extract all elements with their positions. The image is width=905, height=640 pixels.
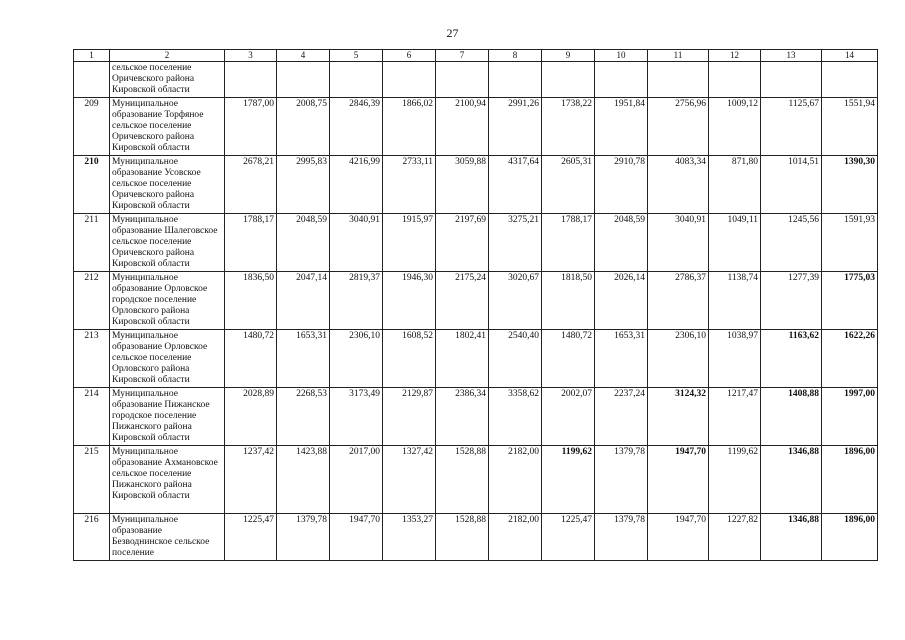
value-cell xyxy=(489,62,542,98)
value-cell: 1480,72 xyxy=(542,330,595,388)
value-cell: 3358,62 xyxy=(489,388,542,446)
value-cell: 2386,34 xyxy=(436,388,489,446)
value-cell: 1788,17 xyxy=(542,214,595,272)
value-cell xyxy=(225,62,277,98)
value-cell: 2182,00 xyxy=(489,514,542,561)
value-cell xyxy=(542,62,595,98)
value-cell xyxy=(595,62,648,98)
value-cell: 3124,32 xyxy=(648,388,709,446)
municipality-name: Муниципальное образование Безводнинское сельское поселение xyxy=(110,514,225,561)
value-cell: 2047,14 xyxy=(277,272,330,330)
table-row xyxy=(74,98,878,156)
value-cell: 1227,82 xyxy=(709,514,761,561)
value-cell: 2605,31 xyxy=(542,156,595,214)
row-number: 215 xyxy=(74,446,110,514)
value-cell: 4083,34 xyxy=(648,156,709,214)
value-cell: 3059,88 xyxy=(436,156,489,214)
municipality-name: Муниципальное образование Орловское сельское поселение Орловского района Кировской области xyxy=(110,330,225,388)
value-cell: 1528,88 xyxy=(436,514,489,561)
value-cell: 1009,12 xyxy=(709,98,761,156)
value-cell: 2175,24 xyxy=(436,272,489,330)
municipality-name: Муниципальное образование Торфяное сельское поселение Оричевского района Кировской области xyxy=(110,98,225,156)
value-cell: 3040,91 xyxy=(648,214,709,272)
row-number: 212 xyxy=(74,272,110,330)
value-cell: 1245,56 xyxy=(761,214,822,272)
value-cell: 2678,21 xyxy=(225,156,277,214)
value-cell xyxy=(709,62,761,98)
value-cell: 1788,17 xyxy=(225,214,277,272)
value-cell: 1163,62 xyxy=(761,330,822,388)
value-cell: 2237,24 xyxy=(595,388,648,446)
column-header: 2 xyxy=(110,50,225,62)
value-cell: 1125,67 xyxy=(761,98,822,156)
value-cell xyxy=(761,62,822,98)
value-cell: 1836,50 xyxy=(225,272,277,330)
value-cell xyxy=(436,62,489,98)
value-cell: 1353,27 xyxy=(383,514,436,561)
value-cell: 1591,93 xyxy=(822,214,878,272)
column-header: 9 xyxy=(542,50,595,62)
column-header: 4 xyxy=(277,50,330,62)
value-cell: 2733,11 xyxy=(383,156,436,214)
table-row xyxy=(74,214,878,272)
value-cell: 4317,64 xyxy=(489,156,542,214)
column-header: 6 xyxy=(383,50,436,62)
value-cell: 3040,91 xyxy=(330,214,383,272)
value-cell: 3020,67 xyxy=(489,272,542,330)
value-cell: 2129,87 xyxy=(383,388,436,446)
column-header: 11 xyxy=(648,50,709,62)
value-cell: 2306,10 xyxy=(648,330,709,388)
column-header: 10 xyxy=(595,50,648,62)
value-cell: 1947,70 xyxy=(648,446,709,514)
value-cell: 1217,47 xyxy=(709,388,761,446)
value-cell: 1199,62 xyxy=(542,446,595,514)
municipality-name: Муниципальное образование Пижанское городское поселение Пижанского района Кировской области xyxy=(110,388,225,446)
value-cell: 2991,26 xyxy=(489,98,542,156)
value-cell: 1277,39 xyxy=(761,272,822,330)
table-row xyxy=(74,62,878,98)
value-cell: 1379,78 xyxy=(595,446,648,514)
header-row xyxy=(74,50,878,62)
value-cell: 1946,30 xyxy=(383,272,436,330)
municipality-name: Муниципальное образование Усовское сельское поселение Оричевского района Кировской области xyxy=(110,156,225,214)
value-cell xyxy=(330,62,383,98)
value-cell: 2540,40 xyxy=(489,330,542,388)
value-cell: 2048,59 xyxy=(595,214,648,272)
table-row xyxy=(74,388,878,446)
value-cell: 2017,00 xyxy=(330,446,383,514)
value-cell: 1653,31 xyxy=(595,330,648,388)
value-cell: 2846,39 xyxy=(330,98,383,156)
value-cell xyxy=(383,62,436,98)
column-header: 12 xyxy=(709,50,761,62)
value-cell: 1379,78 xyxy=(277,514,330,561)
value-cell: 4216,99 xyxy=(330,156,383,214)
value-cell: 1199,62 xyxy=(709,446,761,514)
value-cell: 1653,31 xyxy=(277,330,330,388)
municipality-name: Муниципальное образование Шалеговское сельское поселение Оричевского района Кировской области xyxy=(110,214,225,272)
value-cell: 1622,26 xyxy=(822,330,878,388)
column-header: 1 xyxy=(74,50,110,62)
value-cell: 1225,47 xyxy=(225,514,277,561)
value-cell: 871,80 xyxy=(709,156,761,214)
value-cell: 2002,07 xyxy=(542,388,595,446)
value-cell: 1237,42 xyxy=(225,446,277,514)
value-cell: 1327,42 xyxy=(383,446,436,514)
value-cell: 2026,14 xyxy=(595,272,648,330)
column-header: 5 xyxy=(330,50,383,62)
value-cell: 1787,00 xyxy=(225,98,277,156)
table-row xyxy=(74,514,878,561)
value-cell: 1014,51 xyxy=(761,156,822,214)
column-header: 3 xyxy=(225,50,277,62)
value-cell: 1551,94 xyxy=(822,98,878,156)
row-number: 216 xyxy=(74,514,110,561)
value-cell: 1346,88 xyxy=(761,514,822,561)
value-cell: 2197,69 xyxy=(436,214,489,272)
column-header: 14 xyxy=(822,50,878,62)
row-number xyxy=(74,62,110,98)
row-number: 213 xyxy=(74,330,110,388)
table-row xyxy=(74,156,878,214)
value-cell: 3173,49 xyxy=(330,388,383,446)
value-cell: 1038,97 xyxy=(709,330,761,388)
value-cell: 1346,88 xyxy=(761,446,822,514)
value-cell: 1738,22 xyxy=(542,98,595,156)
data-table xyxy=(73,49,878,561)
value-cell: 1947,70 xyxy=(648,514,709,561)
value-cell: 2910,78 xyxy=(595,156,648,214)
row-number: 211 xyxy=(74,214,110,272)
row-number: 214 xyxy=(74,388,110,446)
page-number: 27 xyxy=(446,26,459,40)
value-cell: 2028,89 xyxy=(225,388,277,446)
value-cell: 2995,83 xyxy=(277,156,330,214)
value-cell: 1480,72 xyxy=(225,330,277,388)
column-header: 13 xyxy=(761,50,822,62)
value-cell: 2306,10 xyxy=(330,330,383,388)
value-cell: 1225,47 xyxy=(542,514,595,561)
value-cell xyxy=(822,62,878,98)
table-row xyxy=(74,446,878,514)
value-cell: 1802,41 xyxy=(436,330,489,388)
value-cell: 1951,84 xyxy=(595,98,648,156)
value-cell: 1896,00 xyxy=(822,446,878,514)
value-cell: 1947,70 xyxy=(330,514,383,561)
value-cell: 1528,88 xyxy=(436,446,489,514)
value-cell: 1896,00 xyxy=(822,514,878,561)
table-row xyxy=(74,330,878,388)
value-cell: 1818,50 xyxy=(542,272,595,330)
value-cell: 2268,53 xyxy=(277,388,330,446)
column-header: 7 xyxy=(436,50,489,62)
value-cell: 1997,00 xyxy=(822,388,878,446)
value-cell: 3275,21 xyxy=(489,214,542,272)
table-row xyxy=(74,272,878,330)
value-cell: 1049,11 xyxy=(709,214,761,272)
value-cell xyxy=(648,62,709,98)
row-number: 210 xyxy=(74,156,110,214)
value-cell: 1423,88 xyxy=(277,446,330,514)
value-cell: 2819,37 xyxy=(330,272,383,330)
value-cell: 2786,37 xyxy=(648,272,709,330)
value-cell: 1866,02 xyxy=(383,98,436,156)
value-cell: 1408,88 xyxy=(761,388,822,446)
value-cell: 1775,03 xyxy=(822,272,878,330)
municipality-name: сельское поселение Оричевского района Кировской области xyxy=(110,62,225,98)
value-cell: 1379,78 xyxy=(595,514,648,561)
column-header: 8 xyxy=(489,50,542,62)
value-cell: 2008,75 xyxy=(277,98,330,156)
municipality-name: Муниципальное образование Орловское городское поселение Орловского района Кировской области xyxy=(110,272,225,330)
value-cell: 2048,59 xyxy=(277,214,330,272)
municipality-name: Муниципальное образование Ахмановское сельское поселение Пижанского района Кировской области xyxy=(110,446,225,514)
row-number: 209 xyxy=(74,98,110,156)
value-cell: 1608,52 xyxy=(383,330,436,388)
value-cell: 2100,94 xyxy=(436,98,489,156)
value-cell xyxy=(277,62,330,98)
value-cell: 1138,74 xyxy=(709,272,761,330)
value-cell: 2756,96 xyxy=(648,98,709,156)
value-cell: 1915,97 xyxy=(383,214,436,272)
value-cell: 2182,00 xyxy=(489,446,542,514)
value-cell: 1390,30 xyxy=(822,156,878,214)
